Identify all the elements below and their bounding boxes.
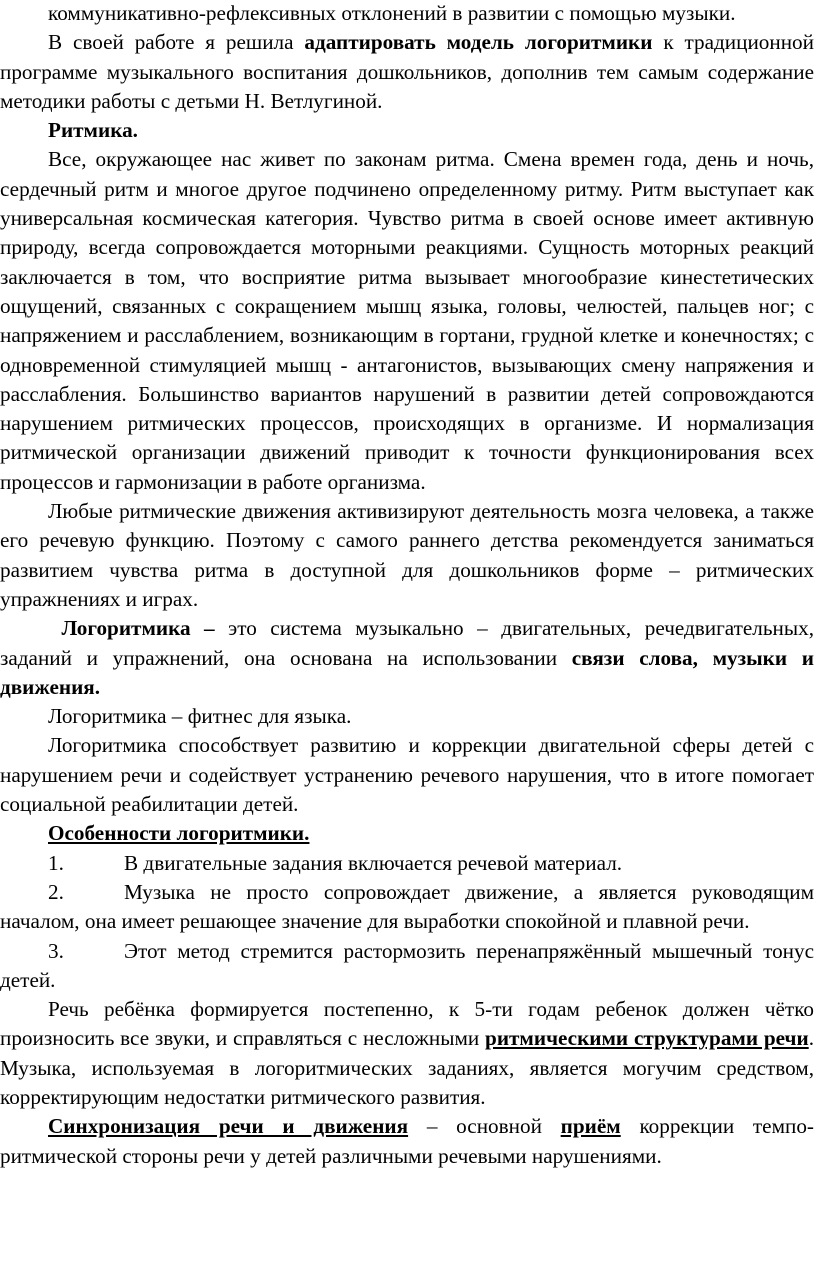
section-heading-features: Особенности логоритмики.: [48, 821, 310, 846]
bold-phrase: адаптировать модель логоритмики: [304, 30, 653, 55]
paragraph-text: коммуникативно-рефлексивных отклонений в развитии с помощью музыки.: [48, 1, 736, 25]
paragraph-text: В своей работе я решила: [48, 30, 305, 55]
paragraph-synchronization: [0, 1112, 814, 1171]
paragraph-rhythmic-movements: Любые ритмические движения активизируют деятельность мозга человека, а также его речевую функцию. Поэтому с самого раннего детства рекомендуется заниматься развитием чувства ритма в доступной для дошкольников форме – ритмических упражнениях и играх.: [0, 499, 814, 611]
bold-underlined-phrase: ритмическими структурами речи: [485, 1026, 809, 1051]
list-item: [0, 878, 814, 937]
paragraph-text: это система музыкально – двигательных, речедвигательных, заданий и упражнений, она основана на использовании: [0, 616, 815, 670]
paragraph-logorhythmics-definition: [0, 614, 814, 702]
list-number: 1.: [48, 850, 64, 875]
paragraph-text: коррекции темпо-ритмической стороны речи у детей различными речевыми нарушениями.: [0, 1114, 814, 1168]
paragraph-correction: Логоритмика способствует развитию и коррекции двигательной сферы детей с нарушением речи и содействует устранению речевого нарушения, что в итоге помогает социальной реабилитации детей.: [0, 733, 814, 817]
list-text: Музыка не просто сопровождает движение, а является руководящим началом, она имеет решающее значение для выработки спокойной и плавной речи.: [0, 879, 814, 934]
list-number: 3.: [48, 938, 64, 963]
list-item: [0, 849, 814, 878]
list-text: В двигательные задания включается речевой материал.: [124, 850, 623, 875]
paragraph-adaptation: [0, 28, 814, 116]
paragraph-intro-continuation: [0, 0, 814, 28]
bold-underlined-phrase: Синхронизация речи и движения: [48, 1114, 409, 1139]
bold-phrase: связи слова, музыки и движения.: [0, 645, 814, 699]
paragraph-text: к традиционной программе музыкального воспитания дошкольников, дополнив тем самым содержание методики работы с детьми Н. Ветлугиной.: [0, 30, 814, 113]
paragraph-text: – основной: [408, 1114, 561, 1139]
paragraph-speech-formation: [0, 995, 814, 1112]
paragraph-text: Речь ребёнка формируется постепенно, к 5-ти годам ребенок должен чётко произносить все звуки, и справляться с несложными: [0, 997, 814, 1051]
list-number: 2.: [48, 879, 64, 904]
list-item: [0, 937, 814, 996]
paragraph-fitness: Логоритмика – фитнес для языка.: [48, 704, 352, 729]
paragraph-rhythm-laws: Все, окружающее нас живет по законам ритма. Смена времен года, день и ночь, сердечный ритм и многое другое подчинено определенному ритму. Ритм выступает как универсальная космическая категория. Чувство ритма в своей основе имеет активную природу, всегда сопровождается моторными реакциями. Сущность моторных реакций заключается в том, что восприятие ритма вызывает многообразие кинестетических ощущений, связанных с сокращением мышц языка, головы, челюстей, пальцев ног; с напряжением и расслаблением, возникающим в гортани, грудной клетке и конечностях; с одновременной стимуляцией мышц - антагонистов, вызывающих смену напряжения и расслабления. Большинство вариантов нарушений в развитии детей сопровождаются нарушением ритмических процессов, происходящих в организме. И нормализация ритмической организации движений приводит к точности функционирования всех процессов и гармонизации в работе организма.: [0, 147, 814, 494]
paragraph-text: . Музыка, используемая в логоритмических заданиях, является могучим средством, корректирующим недостатки ритмического развития.: [0, 1026, 814, 1109]
section-heading-rhythm: Ритмика.: [48, 118, 138, 143]
bold-underlined-word: приём: [560, 1114, 621, 1139]
list-text: Этот метод стремится растормозить перенапряжённый мышечный тонус детей.: [0, 938, 814, 992]
bold-term: Логоритмика –: [61, 616, 215, 641]
